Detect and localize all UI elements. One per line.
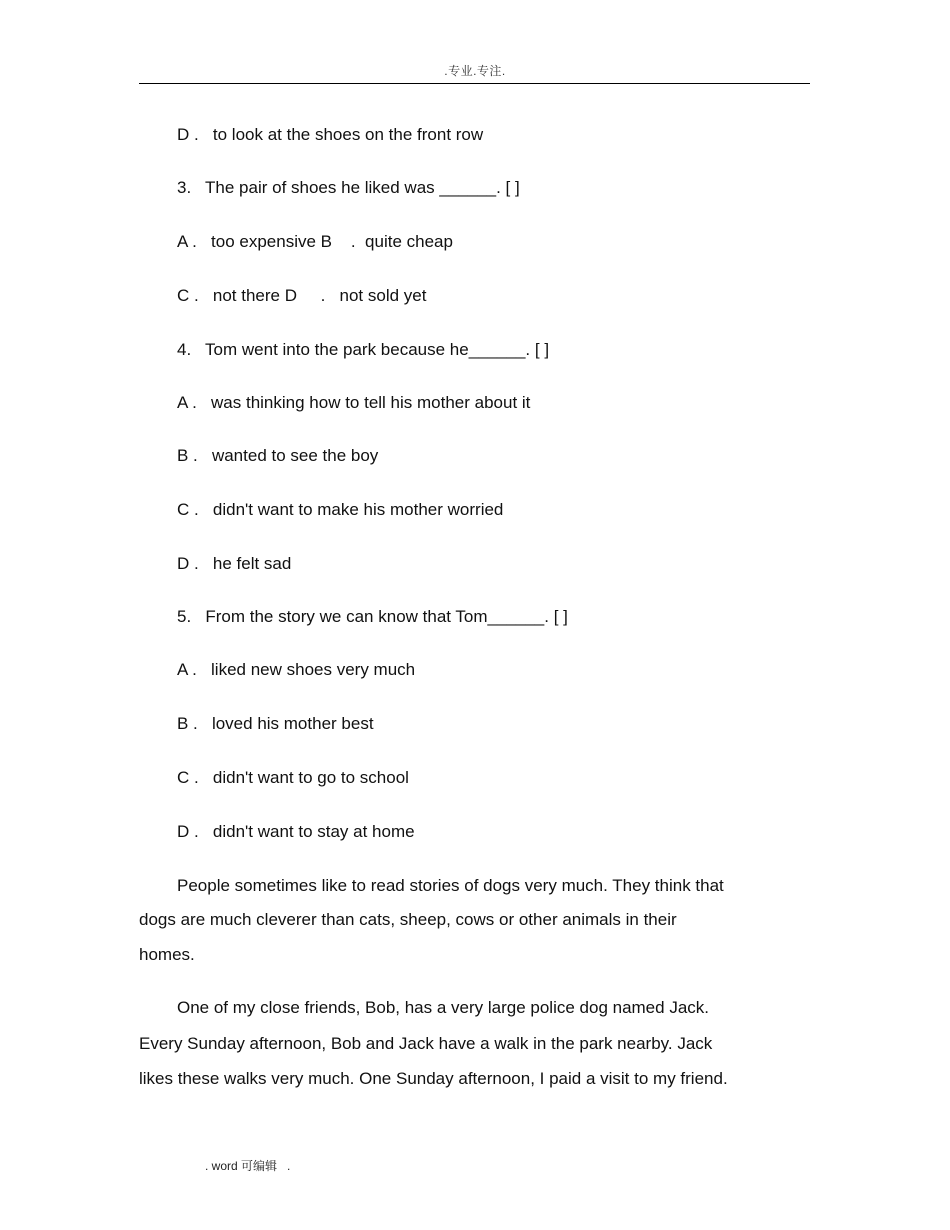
question-line: 5. From the story we can know that Tom______. [ ] — [177, 607, 568, 626]
paragraph-line: dogs are much cleverer than cats, sheep, cows or other animals in their — [139, 910, 677, 929]
paragraph-line: likes these walks very much. One Sunday afternoon, I paid a visit to my friend. — [139, 1069, 728, 1088]
option-line: C . didn't want to go to school — [177, 768, 409, 787]
paragraph-line: One of my close friends, Bob, has a very large police dog named Jack. — [177, 998, 709, 1017]
question-line: 3. The pair of shoes he liked was ______. [ ] — [177, 178, 520, 197]
option-line: D . to look at the shoes on the front row — [177, 125, 484, 144]
option-line: C . didn't want to make his mother worried — [177, 500, 504, 519]
option-line: D . he felt sad — [177, 554, 292, 573]
header-divider — [139, 83, 810, 84]
option-line: D . didn't want to stay at home — [177, 822, 415, 841]
option-line: C . not there D . not sold yet — [177, 286, 427, 305]
page-footer: . word 可编辑 . — [205, 1159, 291, 1173]
header-text: .专业.专注. — [444, 64, 506, 78]
option-line: B . wanted to see the boy — [177, 446, 379, 465]
paragraph-line: People sometimes like to read stories of dogs very much. They think that — [177, 876, 724, 895]
option-line: A . was thinking how to tell his mother about it — [177, 393, 531, 412]
question-line: 4. Tom went into the park because he______. [ ] — [177, 340, 550, 359]
paragraph-line: Every Sunday afternoon, Bob and Jack have a walk in the park nearby. Jack — [139, 1034, 713, 1053]
option-line: A . too expensive B . quite cheap — [177, 232, 453, 251]
option-line: B . loved his mother best — [177, 714, 374, 733]
paragraph-line: homes. — [139, 945, 195, 964]
option-line: A . liked new shoes very much — [177, 660, 416, 679]
